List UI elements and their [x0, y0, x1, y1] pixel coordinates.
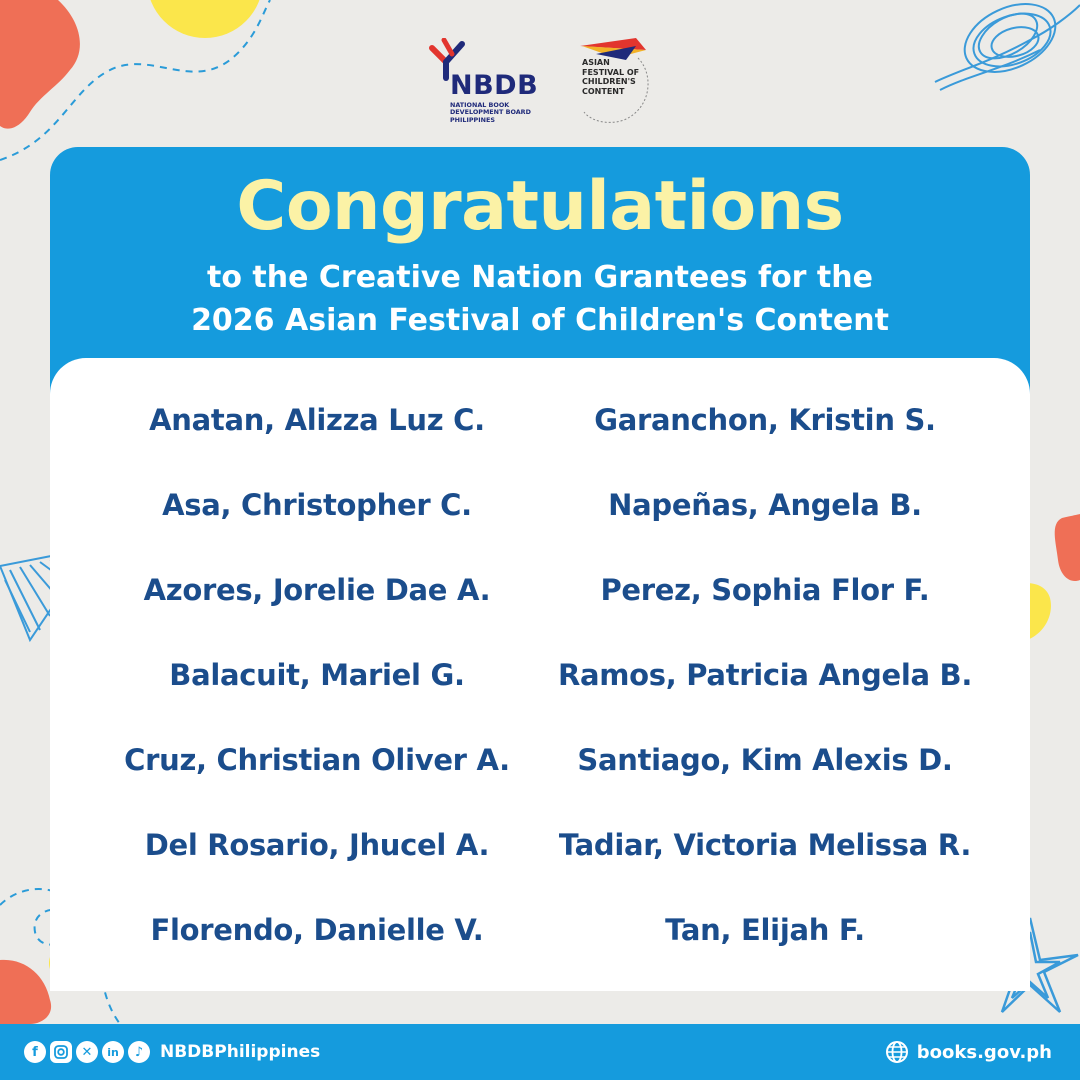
afcc-logo — [576, 36, 652, 126]
subtitle-line-2: 2026 Asian Festival of Children's Content — [191, 303, 889, 338]
footer-bar — [0, 1024, 1080, 1080]
grantee-name: Del Rosario, Jhucel A. — [144, 828, 490, 862]
grantee-name: Santiago, Kim Alexis D. — [577, 743, 953, 777]
website-url[interactable]: books.gov.ph — [916, 1041, 1052, 1063]
grantee-name: Perez, Sophia Flor F. — [600, 573, 930, 607]
grantee-name: Anatan, Alizza Luz C. — [149, 403, 485, 437]
page-title: Congratulations — [236, 167, 844, 246]
website-link[interactable] — [885, 1038, 1052, 1066]
grantee-name: Garanchon, Kristin S. — [594, 403, 936, 437]
grantee-name: Balacuit, Mariel G. — [169, 658, 465, 692]
tiktok-icon[interactable]: ♪ — [128, 1041, 150, 1063]
grantee-name: Azores, Jorelie Dae A. — [143, 573, 491, 607]
coral-blob-right — [1055, 514, 1080, 581]
nbdb-logo — [428, 38, 550, 128]
social-handle[interactable]: NBDBPhilippines — [160, 1042, 321, 1062]
grantee-name: Tadiar, Victoria Melissa R. — [558, 828, 972, 862]
grantee-name: Ramos, Patricia Angela B. — [557, 658, 973, 692]
globe-icon — [885, 1040, 909, 1064]
coral-blob-bottom-left — [0, 960, 51, 1024]
grantee-name: Florendo, Danielle V. — [150, 913, 484, 947]
linkedin-icon[interactable]: in — [102, 1041, 124, 1063]
social-links — [24, 1040, 320, 1064]
logo-bar — [0, 36, 1080, 136]
nbdb-wordmark: NBDB — [450, 70, 539, 101]
nbdb-subtitle: NATIONAL BOOK DEVELOPMENT BOARD PHILIPPINES — [450, 101, 531, 124]
subtitle-line-1: to the Creative Nation Grantees for the — [207, 260, 873, 295]
grantee-column-left — [72, 378, 562, 973]
grantee-name: Asa, Christopher C. — [162, 488, 472, 522]
grantee-name: Tan, Elijah F. — [665, 913, 865, 947]
yellow-circle-top — [147, 0, 263, 38]
grantee-name: Napeñas, Angela B. — [608, 488, 922, 522]
afcc-wordmark: ASIAN FESTIVAL OF CHILDREN'S CONTENT — [582, 58, 640, 96]
facebook-icon[interactable]: f — [24, 1041, 46, 1063]
grantee-name: Cruz, Christian Oliver A. — [124, 743, 510, 777]
instagram-icon[interactable] — [50, 1041, 72, 1063]
x-icon[interactable]: ✕ — [76, 1041, 98, 1063]
grantee-column-right — [520, 378, 1010, 973]
